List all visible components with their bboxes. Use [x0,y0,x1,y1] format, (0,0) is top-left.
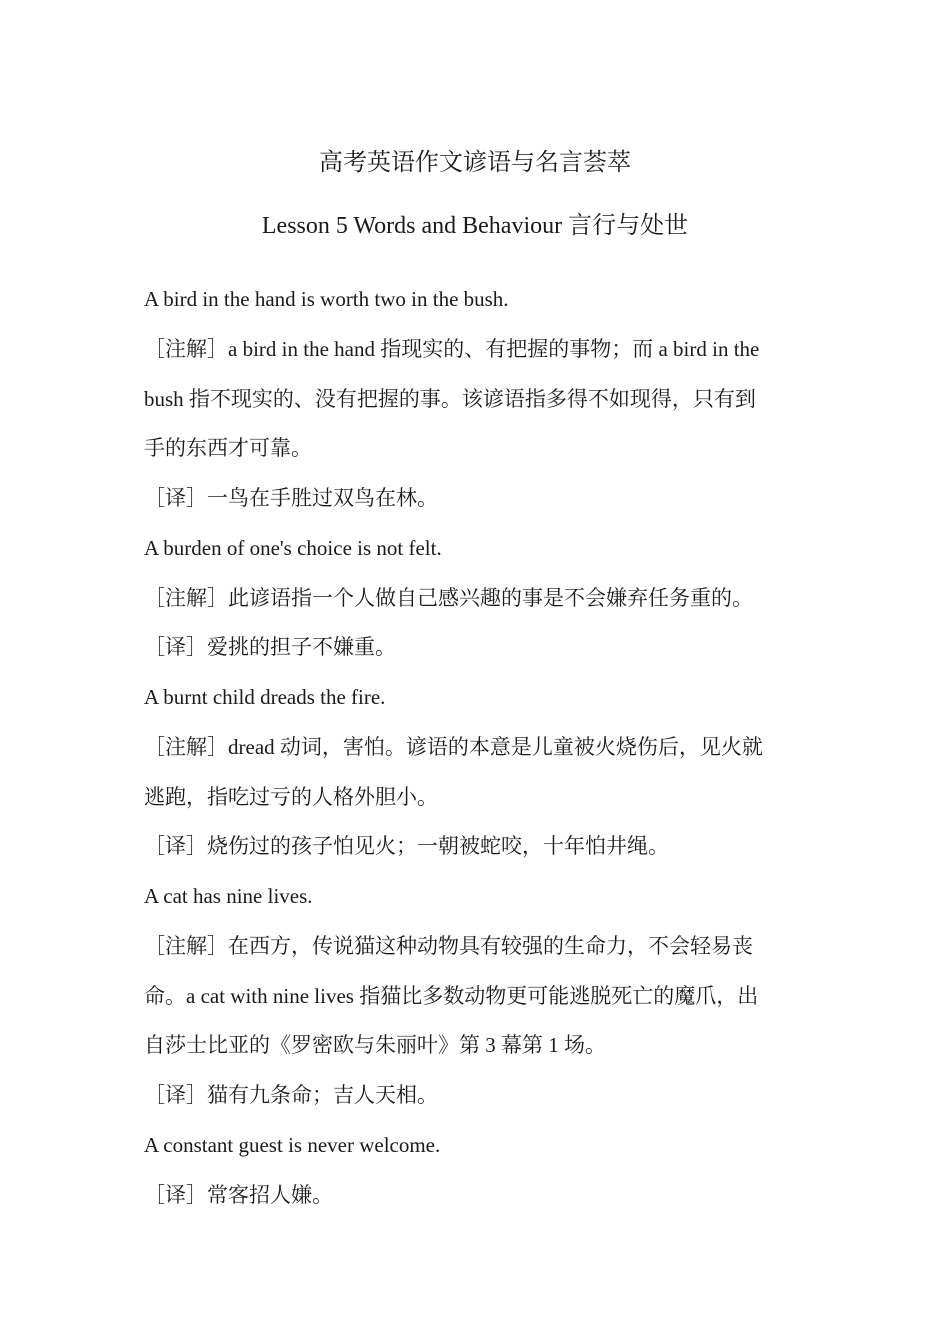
translation-line: ［译］烧伤过的孩子怕见火；一朝被蛇咬，十年怕井绳。 [144,834,669,859]
translation-line: ［译］猫有九条命；吉人天相。 [144,1083,438,1107]
proverb-line: A burnt child dreads the fire. [144,685,386,709]
note-line: 逃跑，指吃过亏的人格外胆小。 [144,784,438,809]
translation-line: ［译］爱挑的担子不嫌重。 [144,635,396,660]
note-line: ［注解］a bird in the hand 指现实的、有把握的事物；而 a bird in the [144,336,760,361]
note-line: ［注解］此谚语指一个人做自己感兴趣的事是不会嫌弃任务重的。 [144,585,753,610]
proverb-line: A burden of one's choice is not felt. [144,535,442,560]
note-line: bush 指不现实的、没有把握的事。该谚语指多得不如现得，只有到 [144,386,756,411]
translation-line: ［译］一鸟在手胜过双鸟在林。 [144,486,438,510]
proverb-line: A bird in the hand is worth two in the bush. [144,287,509,311]
note-line: ［注解］dread 动词，害怕。谚语的本意是儿童被火烧伤后，见火就 [144,734,763,759]
note-line: 命。a cat with nine lives 指猫比多数动物更可能逃脱死亡的魔爪，出 [144,983,759,1008]
note-line: 手的东西才可靠。 [144,436,312,461]
translation-line: ［译］常客招人嫌。 [144,1182,333,1207]
note-line: ［注解］在西方，传说猫这种动物具有较强的生命力，不会轻易丧 [144,933,753,958]
document-title: 高考英语作文谚语与名言荟萃 [319,150,631,176]
lesson-heading: Lesson 5 Words and Behaviour 言行与处世 [261,213,689,239]
document-body [144,284,808,1229]
proverb-line: A constant guest is never welcome. [144,1132,441,1157]
note-line: 自莎士比亚的《罗密欧与朱丽叶》第 3 幕第 1 场。 [144,1033,606,1058]
proverb-line: A cat has nine lives. [144,884,313,908]
